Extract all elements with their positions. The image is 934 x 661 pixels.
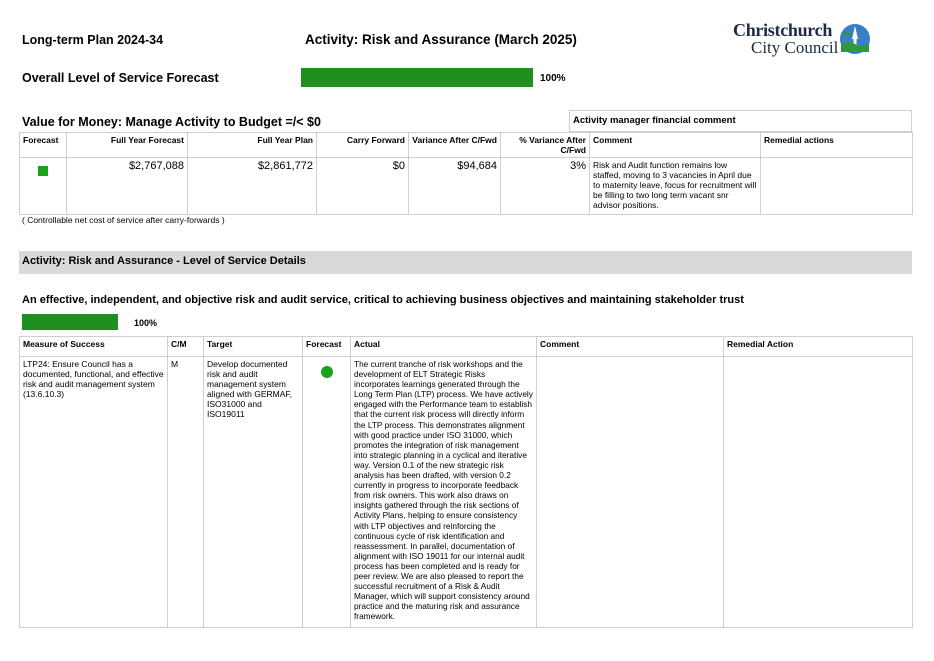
cathedral-logo-icon [838, 22, 872, 56]
plan-title: Long-term Plan 2024-34 [22, 33, 164, 47]
overall-los-label: Overall Level of Service Forecast [22, 71, 219, 85]
cm-value: M [168, 357, 204, 628]
remedial-actions-value [761, 158, 913, 215]
target-value: Develop documented risk and audit management system aligned with GERMAF, ISO31000 and ISO19011 [204, 357, 303, 628]
col-pct-variance: % Variance After C/Fwd [501, 133, 590, 158]
col-actual: Actual [351, 337, 537, 357]
col-full-year-forecast: Full Year Forecast [67, 133, 188, 158]
council-logo [733, 22, 838, 56]
logo-line-1: Christchurch [733, 20, 833, 40]
measure-value: LTP24: Ensure Council has a documented, functional, and effective risk and audit management system (13.6.10.3) [20, 357, 168, 628]
los-details-banner: Activity: Risk and Assurance - Level of Service Details [19, 251, 912, 274]
table-row [20, 357, 913, 628]
actual-value: The current tranche of risk workshops and the development of ELT Strategic Risks incorporates learnings generated through the Long Term Plan (LTP) process. We have actively engaged with the Performance team to establish that the current risk process will directly inform the LTP process. This demonstrates alignment with good practice under ISO 31000, which promotes the integration of risk management into strategic planning in a cyclical and iterative way. Version 0.1 of the new strategic risk analysis has been drafted, with version 0.2 currently in progress to incorporate feedback from risk owners. This work also draws on insights gathered through the risk sections of Activity Plans, helping to ensure consistency with LTP objectives and reinforcing the continuous cycle of risk identification and reassessment. In parallel, documentation of alignment with ISO 19011 for our internal audit process has been completed and is ready for peer review. We are also pleased to report the successful recruitment of a Risk & Audit Manager, which will support consistency around practice and the maturing risk and assurance framework. [351, 357, 537, 628]
vfm-note: ( Controllable net cost of service after carry-forwards ) [22, 215, 225, 225]
col-los-forecast: Forecast [303, 337, 351, 357]
remedial-action-value [724, 357, 913, 628]
col-cm: C/M [168, 337, 204, 357]
logo-line-2: City Council [751, 38, 839, 57]
los-table [19, 336, 913, 628]
vfm-title: Value for Money: Manage Activity to Budget =/< $0 [22, 115, 321, 129]
financial-comment: Risk and Audit function remains low staffed, moving to 3 vacancies in April due to maternity leave, focus for recruitment will be filling to two long term vacant snr advisor positions. [590, 158, 761, 215]
col-comment: Comment [590, 133, 761, 158]
overall-progress-bar [301, 68, 533, 87]
col-forecast: Forecast [20, 133, 67, 158]
manager-comment-heading: Activity manager financial comment [569, 110, 912, 132]
col-full-year-plan: Full Year Plan [188, 133, 317, 158]
col-variance: Variance After C/Fwd [409, 133, 501, 158]
forecast-status-icon [321, 366, 333, 378]
col-carry-forward: Carry Forward [317, 133, 409, 158]
col-los-comment: Comment [537, 337, 724, 357]
col-measure: Measure of Success [20, 337, 168, 357]
col-remedial: Remedial actions [761, 133, 913, 158]
pct-variance-value: 3% [501, 158, 590, 215]
overall-percent: 100% [540, 73, 566, 84]
col-remedial-action: Remedial Action [724, 337, 913, 357]
objective-progress-bar [22, 314, 118, 330]
variance-value: $94,684 [409, 158, 501, 215]
objective-percent: 100% [134, 318, 158, 328]
full-year-plan-value: $2,861,772 [188, 158, 317, 215]
vfm-table [19, 132, 913, 215]
full-year-forecast-value: $2,767,088 [67, 158, 188, 215]
forecast-status-icon [38, 166, 48, 176]
page-title: Activity: Risk and Assurance (March 2025) [305, 32, 577, 47]
table-row [20, 158, 913, 215]
los-comment-value [537, 357, 724, 628]
objective-title: An effective, independent, and objective risk and audit service, critical to achieving business objectives and maintaining stakeholder trust [22, 294, 744, 306]
carry-forward-value: $0 [317, 158, 409, 215]
col-target: Target [204, 337, 303, 357]
